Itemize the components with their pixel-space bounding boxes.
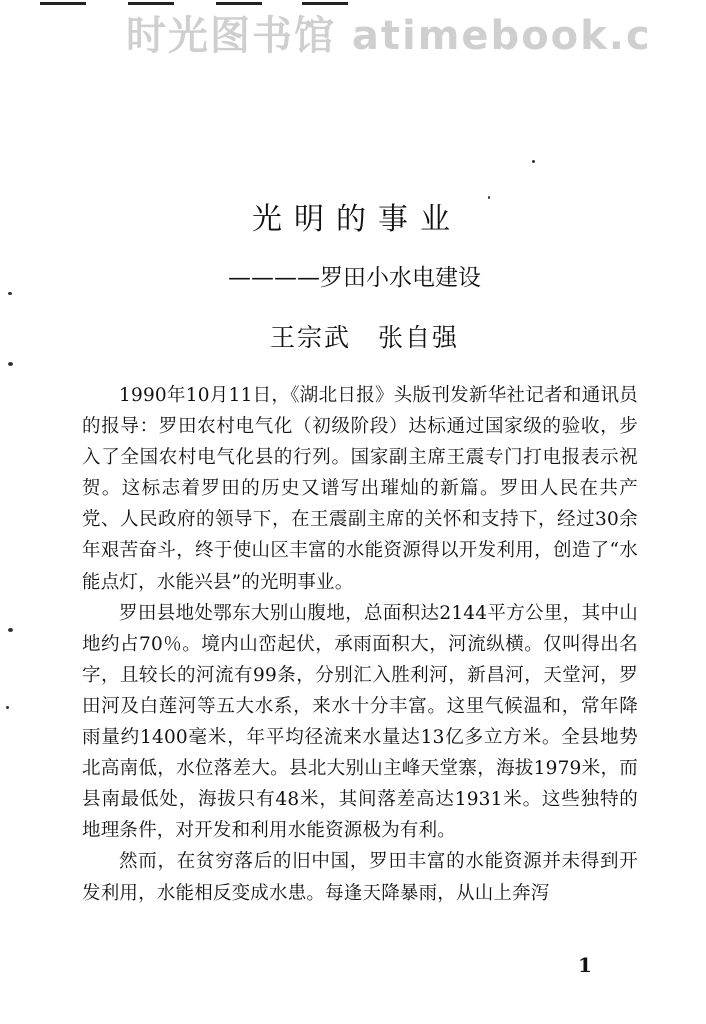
paragraph-3: 然而，在贫穷落后的旧中国，罗田丰富的水能资源并未得到开发利用，水能相反变成水患。每逢天降暴雨，从山上奔泻 [82,851,638,904]
page-number: 1 [578,953,592,977]
article-title: 光明的事业 [252,202,462,237]
scan-speck [532,160,535,163]
watermark: 时光图书馆 atimebook.c [126,13,652,59]
article-body [82,380,638,909]
top-rule-3 [216,2,262,5]
scan-speck [8,362,13,366]
scan-speck [488,196,490,199]
top-rule-1 [40,2,86,5]
paragraph-1: 1990年10月11日，《湖北日报》头版刊发新华社记者和通讯员的报导：罗田农村电气化（初级阶段）达标通过国家级的验收，步入了全国农村电气化县的行列。国家副主席王震专门打电报表示祝贺。这标志着罗田的历史又谱写出璀灿的新篇。罗田人民在共产党、人民政府的领导下，在王震副主席的关怀和支持下，经过30余年艰苦奋斗，终于使山区丰富的水能资源得以开发利用，创造了“水能点灯，水能兴县”的光明事业。 [82,385,638,593]
top-rule-2 [128,2,174,5]
paragraph-2: 罗田县地处鄂东大别山腹地，总面积达2144平方公里，其中山地约占70％。境内山峦起伏，承雨面积大，河流纵横。仅叫得出名字，且较长的河流有99条，分别汇入胜利河，新昌河，天堂河，罗田河及白莲河等五大水系，来水十分丰富。这里气候温和，常年降雨量约1400毫米，年平均径流来水量达13亿多立方米。全县地势北高南低，水位落差大。县北大别山主峰天堂寨，海拔1979米，而县南最低处，海拔只有48米，其间落差高达1931米。这些独特的地理条件，对开发和利用水能资源极为有利。 [82,602,638,842]
scan-speck [8,292,12,295]
article-subtitle: ————罗田小水电建设 [228,265,481,291]
top-rule-4 [302,2,348,5]
scan-speck [8,628,13,632]
scan-speck [6,706,9,709]
article-authors: 王宗武 张自强 [270,323,460,352]
